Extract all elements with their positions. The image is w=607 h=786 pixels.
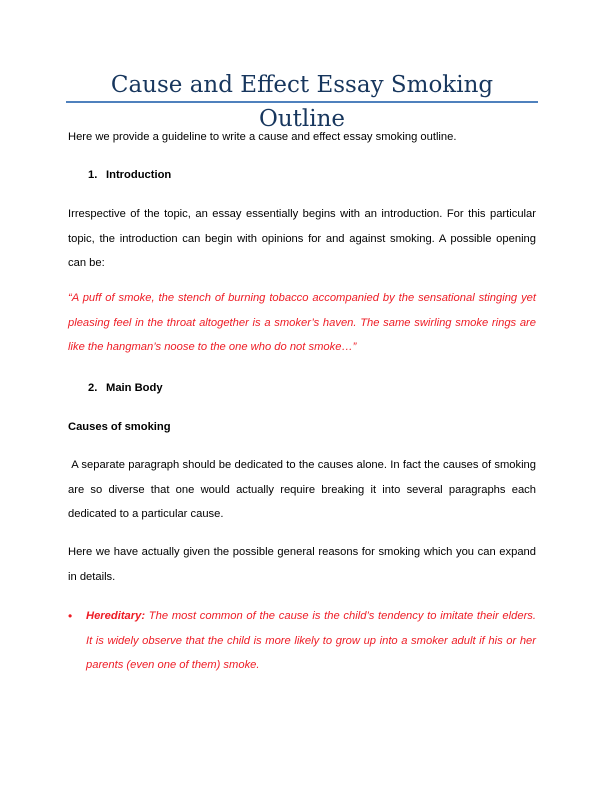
section-heading-introduction (68, 163, 536, 188)
bullet-item-hereditary (86, 604, 536, 678)
bullet-term: Hereditary: (86, 610, 146, 622)
intro-line: Here we provide a guideline to write a cause and effect essay smoking outline. (68, 131, 457, 143)
section-title: Main Body (106, 382, 163, 394)
section-number: 1. (88, 169, 98, 181)
reasons-paragraph: Here we have actually given the possible general reasons for smoking which you can expand in details. (68, 546, 536, 583)
causes-heading: Causes of smoking (68, 421, 171, 433)
section-number: 2. (88, 382, 98, 394)
opening-quote: “A puff of smoke, the stench of burning tobacco accompanied by the sensational stinging yet pleasing feel in the throat altogether is a smoker’s haven. The same swirling smoke rings are like the hangman’s noose to the one who do not smoke…” (68, 292, 536, 353)
intro-paragraph: Irrespective of the topic, an essay essentially begins with an introduction. For this particular topic, the introduction can begin with opinions for and against smoking. A possible opening can be: (68, 208, 536, 269)
title-underline (66, 101, 538, 103)
bullet-icon: • (68, 609, 73, 623)
causes-paragraph: A separate paragraph should be dedicated to the causes alone. In fact the causes of smoking are so diverse that one would actually require breaking it into several paragraphs each dedicated to a particular cause. (68, 459, 540, 520)
section-title: Introduction (106, 169, 172, 181)
page-title: Cause and Effect Essay Smoking Outline (110, 72, 494, 132)
section-heading-main-body (68, 376, 536, 401)
bullet-text: The most common of the cause is the child’s tendency to imitate their elders. It is widely observe that the child is more likely to grow up into a smoker adult if his or her parents (even one of them) smoke. (86, 610, 536, 671)
